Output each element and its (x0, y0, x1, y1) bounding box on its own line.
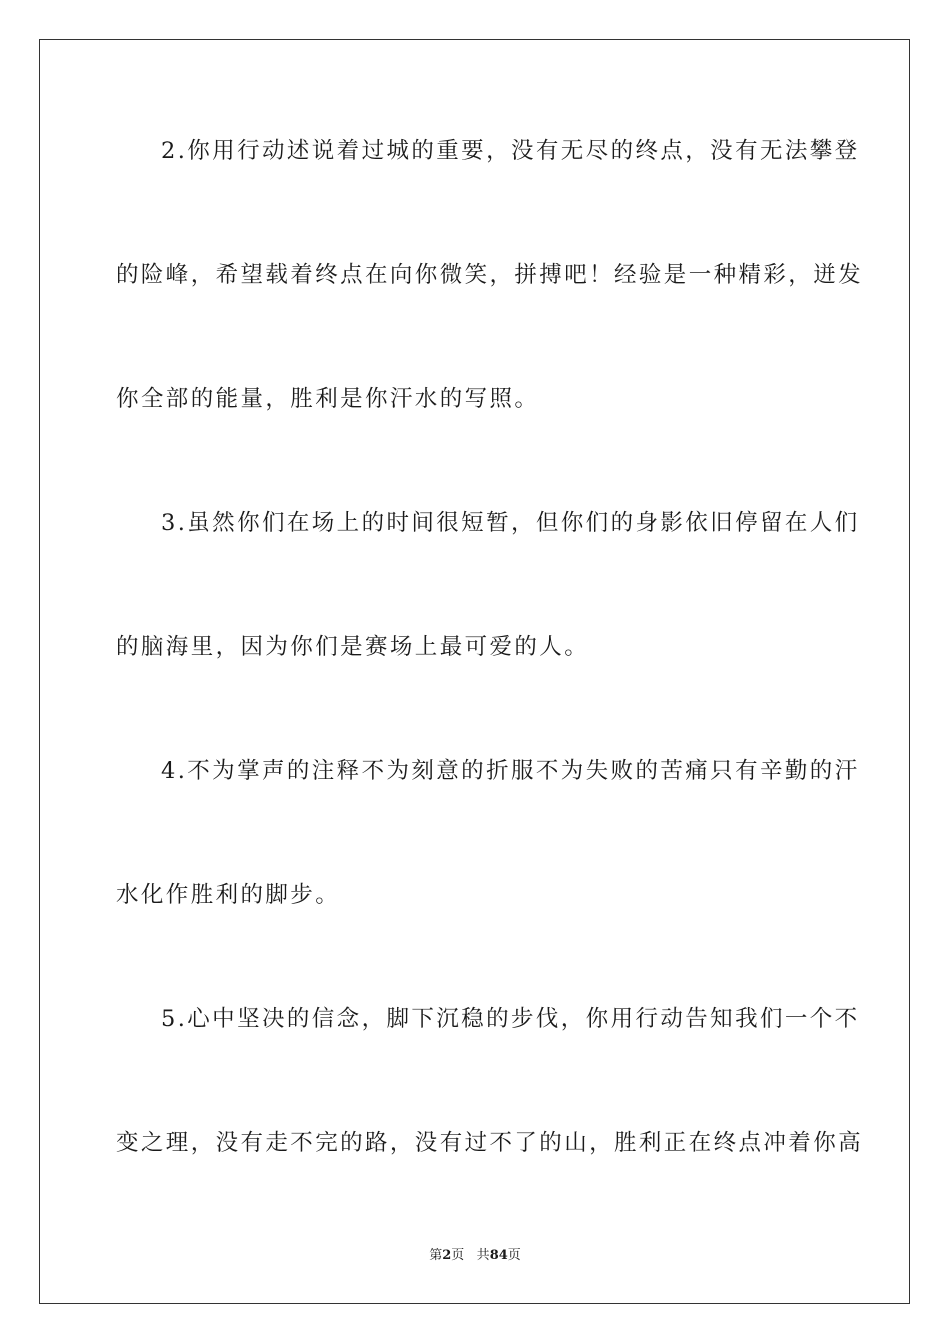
paragraph-2-line-3: 你全部的能量，胜利是你汗水的写照。 (116, 386, 540, 412)
paragraph-4-line-2: 水化作胜利的脚步。 (116, 882, 341, 908)
paragraph-3-line-1: 3.虽然你们在场上的时间很短暂，但你们的身影依旧停留在人们 (161, 510, 860, 536)
paragraph-4-line-1: 4.不为掌声的注释不为刻意的折服不为失败的苦痛只有辛勤的汗 (161, 758, 860, 784)
page-footer (0, 1246, 950, 1266)
page-label-suffix: 页 (451, 1248, 465, 1263)
paragraph-2-line-1: 2.你用行动述说着过城的重要，没有无尽的终点，没有无法攀登 (161, 138, 860, 164)
page-number: 2 (442, 1248, 452, 1263)
total-label-suffix: 页 (507, 1248, 521, 1263)
total-pages: 84 (489, 1248, 508, 1263)
paragraph-5-line-1: 5.心中坚决的信念，脚下沉稳的步伐，你用行动告知我们一个不 (161, 1006, 860, 1032)
page-border (39, 39, 910, 1304)
paragraph-3-line-2: 的脑海里，因为你们是赛场上最可爱的人。 (116, 634, 590, 660)
page-label-prefix: 第 (429, 1248, 443, 1263)
paragraph-2-line-2: 的险峰，希望载着终点在向你微笑，拼搏吧！经验是一种精彩，迸发 (116, 262, 864, 288)
total-label-prefix: 共 (476, 1248, 490, 1263)
paragraph-5-line-2: 变之理，没有走不完的路，没有过不了的山，胜利正在终点冲着你高 (116, 1130, 864, 1156)
